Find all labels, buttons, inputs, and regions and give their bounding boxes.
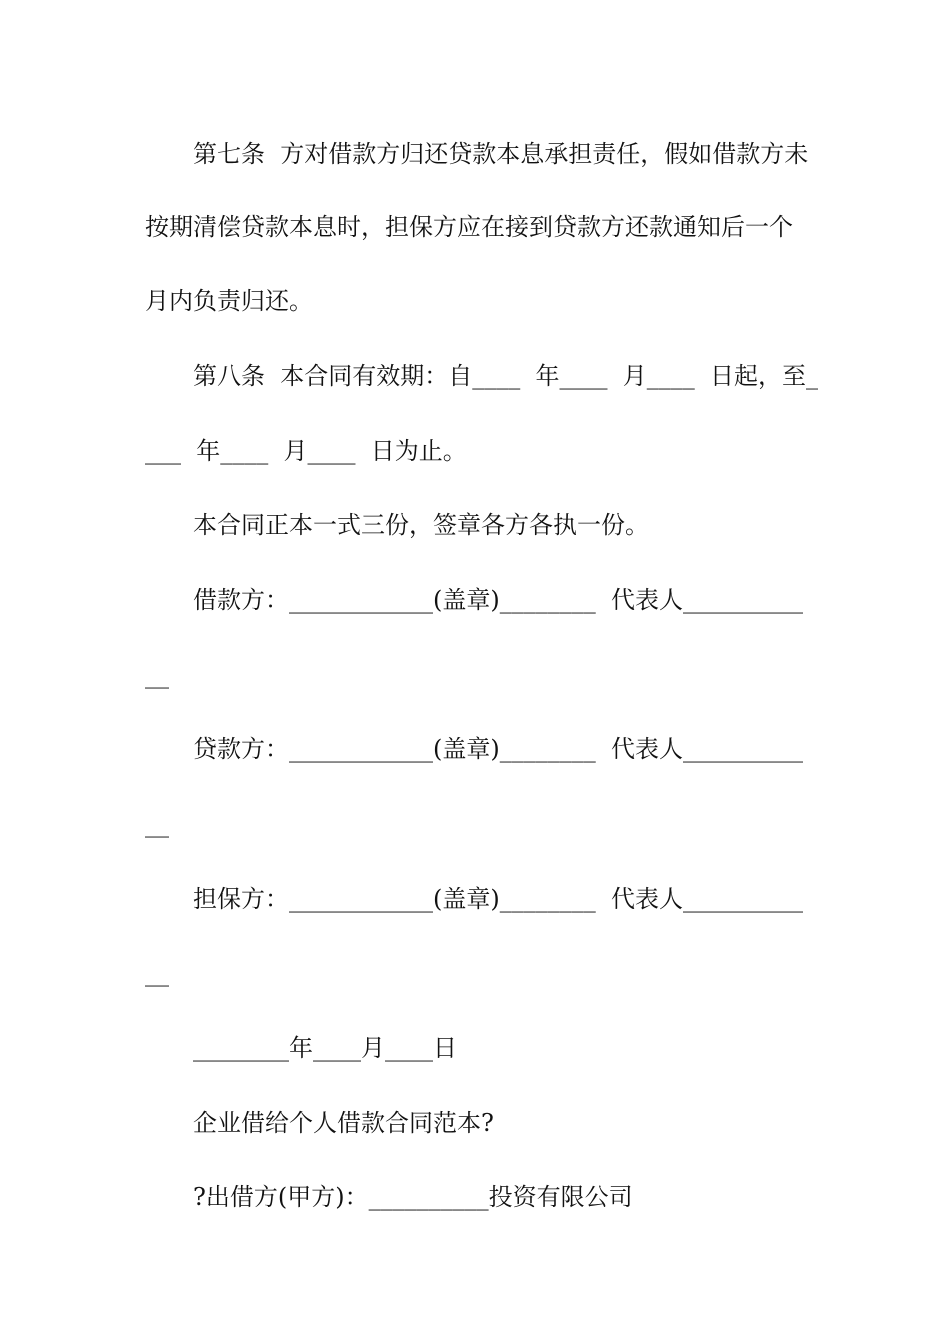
section-title: 企业借给个人借款合同范本?: [193, 1109, 494, 1137]
lender-party-line: ?出借方(甲方)：__________投资有限公司: [193, 1183, 633, 1211]
article-8-line-2: ___ 年____ 月____ 日为止。: [145, 437, 467, 465]
date-line: ________年____月____日: [193, 1034, 457, 1062]
article-7-line-1: 第七条 方对借款方归还贷款本息承担责任，假如借款方未: [193, 140, 809, 168]
guarantor-signature-continuation: __: [145, 959, 169, 987]
article-7-line-3: 月内负责归还。: [145, 287, 313, 315]
article-7-line-2: 按期清偿贷款本息时，担保方应在接到贷款方还款通知后一个: [145, 213, 793, 241]
borrower-signature-continuation: __: [145, 661, 169, 689]
copies-clause: 本合同正本一式三份，签章各方各执一份。: [193, 511, 649, 539]
borrower-signature-line: 借款方：____________(盖章)________ 代表人__________: [193, 586, 803, 614]
guarantor-signature-line: 担保方：____________(盖章)________ 代表人__________: [193, 885, 803, 913]
article-8-line-1: 第八条 本合同有效期：自____ 年____ 月____ 日起，至_: [193, 362, 819, 390]
lender-signature-line: 贷款方：____________(盖章)________ 代表人__________: [193, 735, 803, 763]
lender-signature-continuation: __: [145, 810, 169, 838]
